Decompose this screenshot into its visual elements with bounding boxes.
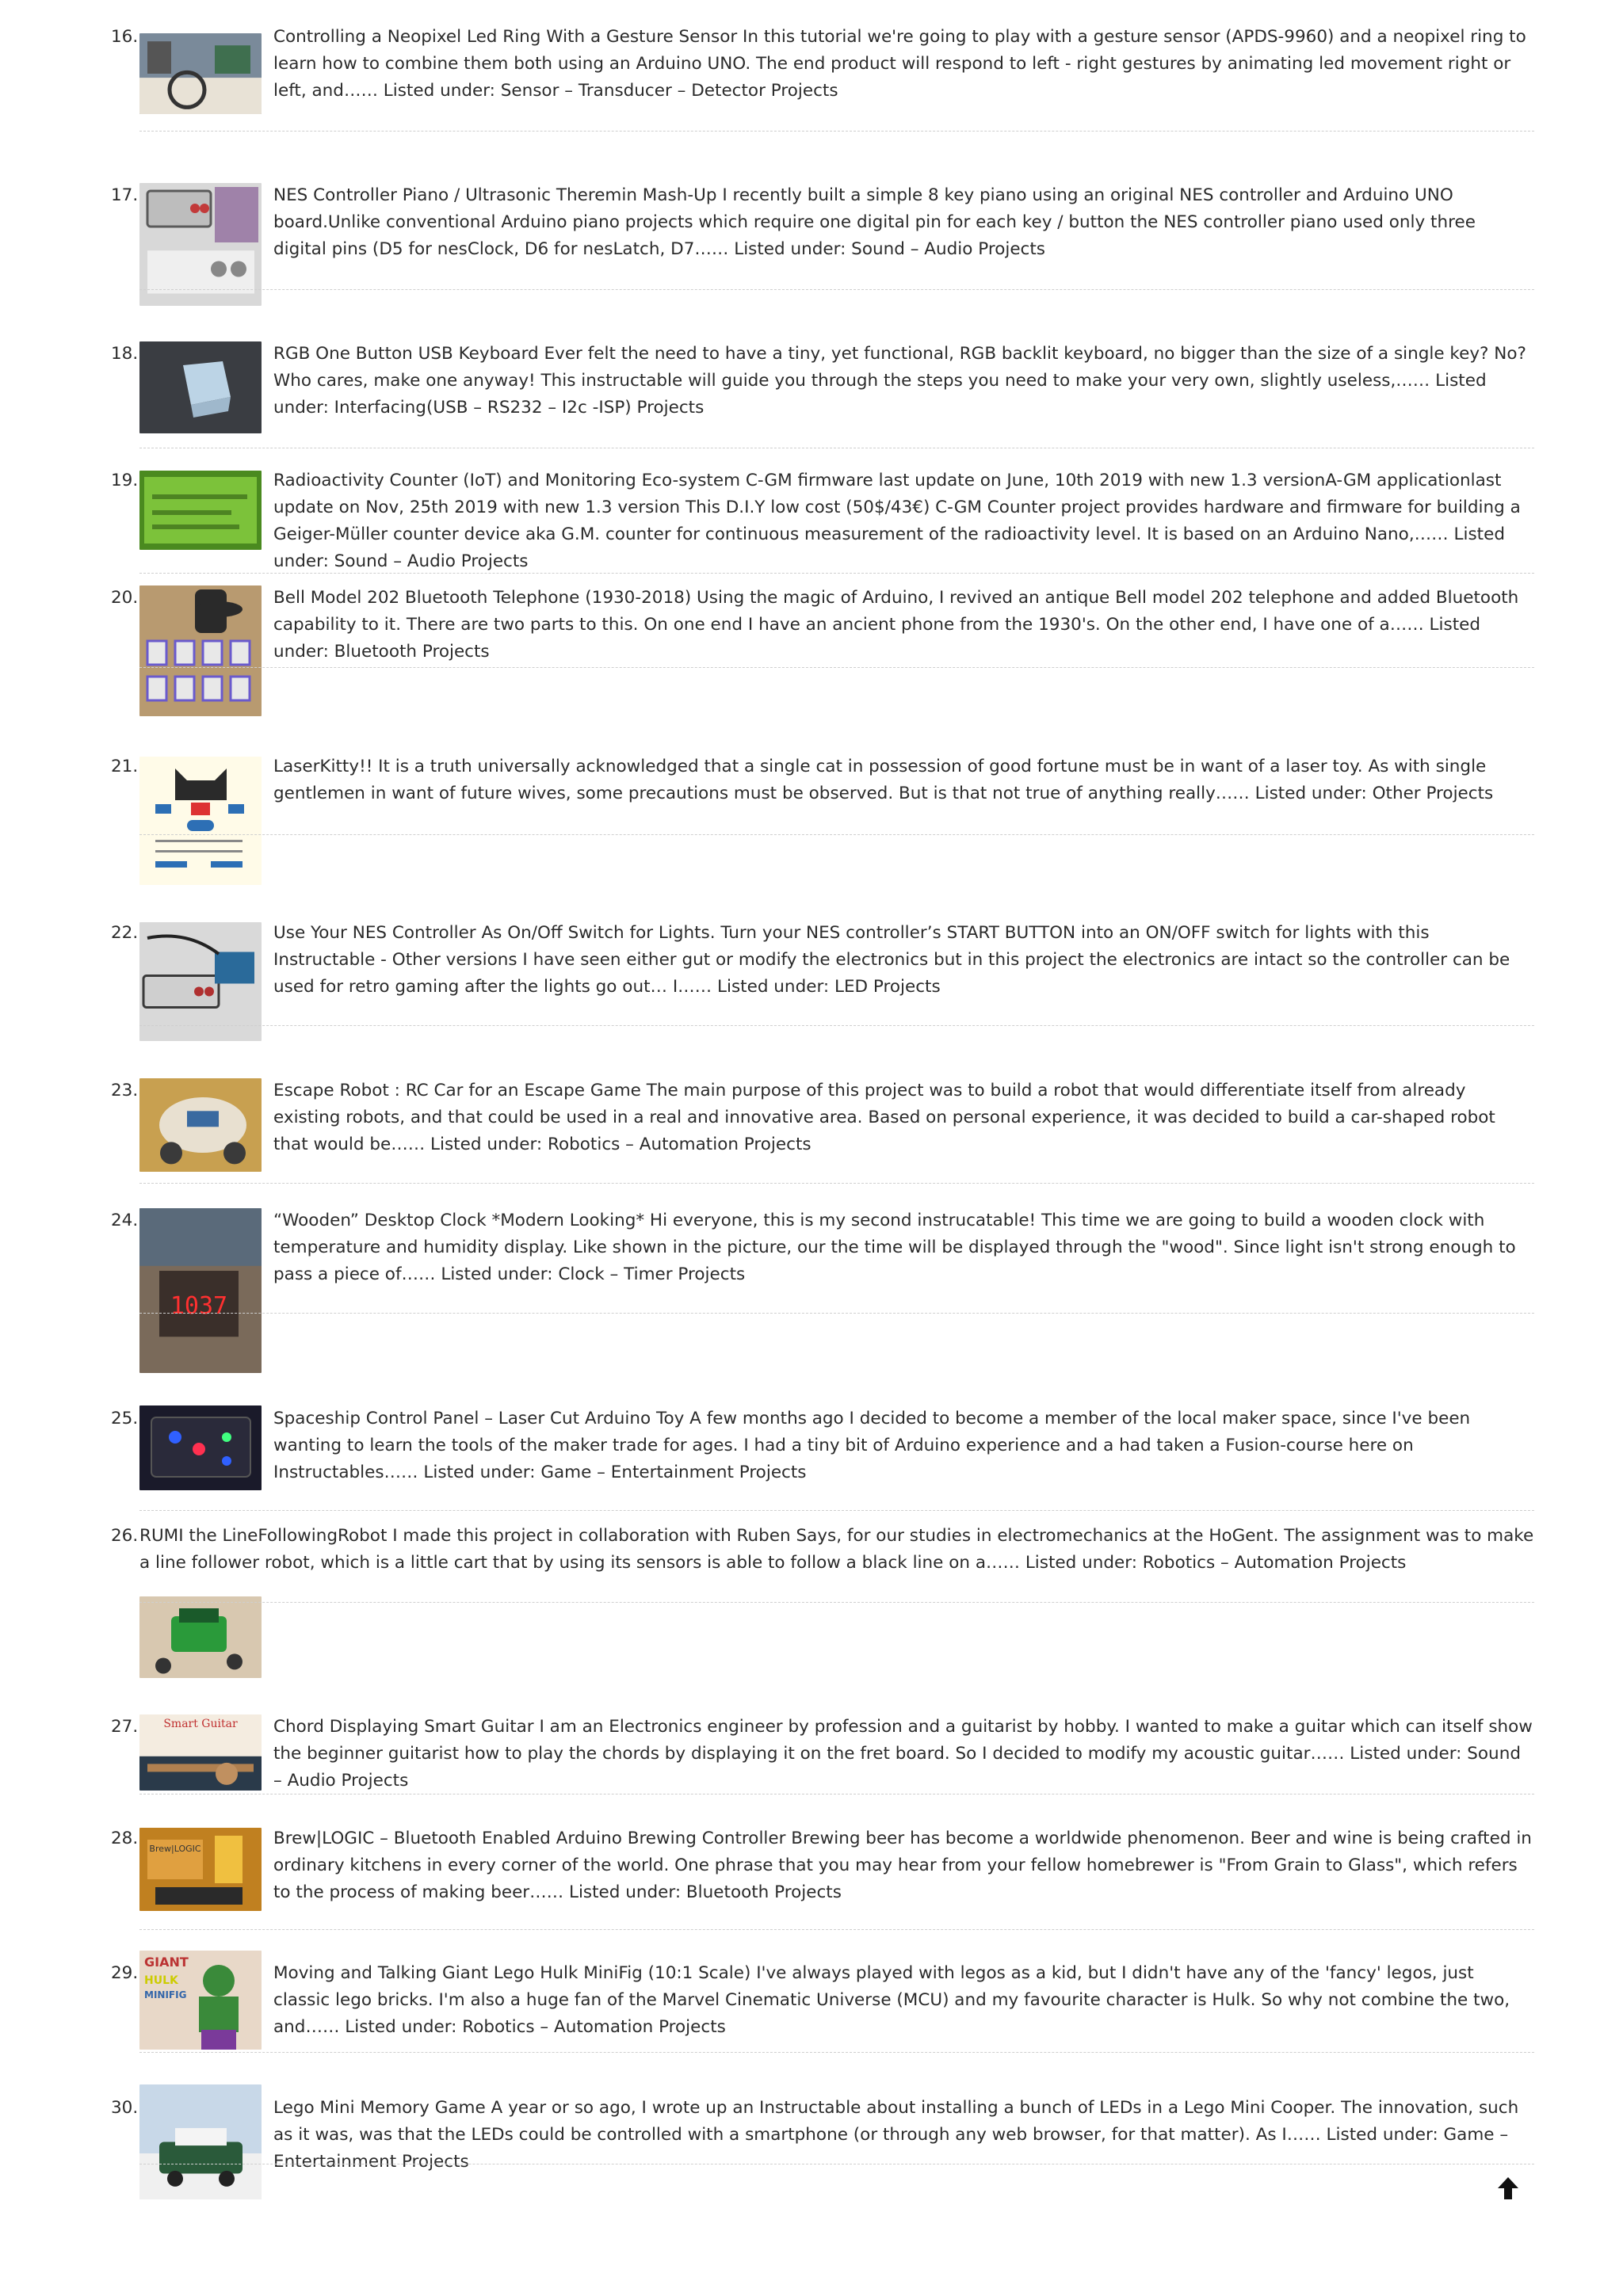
- telephone-icon: [139, 585, 262, 716]
- item-thumbnail[interactable]: [139, 341, 262, 433]
- svg-text:GIANT: GIANT: [144, 1955, 189, 1970]
- item-description[interactable]: Spaceship Control Panel – Laser Cut Arduino Toy A few months ago I decided to become a member of the local maker space, since I've been wanting to learn the tools of the maker trade for ages. I had a tiny bit of Arduino experience and a had taken a Fusion-course here on Instructables…… Listed under: Game – Entertainment Projects: [273, 1409, 1471, 1482]
- item-number: 25.: [111, 1409, 139, 1428]
- item-divider: [139, 1313, 1534, 1314]
- item-thumbnail[interactable]: [139, 1405, 262, 1490]
- item-description[interactable]: Bell Model 202 Bluetooth Telephone (1930-2018) Using the magic of Arduino, I revived an antique Bell model 202 telephone and added Bluetooth capability to it. There are two parts to this. On one end I have an ancient phone from the 1930's. On the other end, I have one of a…… Listed under: Bluetooth Projects: [273, 588, 1519, 662]
- item-description[interactable]: NES Controller Piano / Ultrasonic Theremin Mash-Up I recently built a simple 8 key piano using an original NES controller and Arduino UNO board.Unlike conventional Arduino piano projects which require one digital pin for each key / button the NES controller piano used only three digital pins (D5 for nesClock, D6 for nesLatch, D7…… Listed under: Sound – Audio Projects: [273, 185, 1476, 259]
- item-divider: [139, 131, 1534, 132]
- back-to-top-button[interactable]: [1496, 2176, 1520, 2201]
- svg-text:Brew|LOGIC: Brew|LOGIC: [149, 1844, 201, 1854]
- item-thumbnail[interactable]: [139, 922, 262, 1041]
- lcd-display-icon: [139, 471, 262, 550]
- item-number: 27.: [111, 1717, 139, 1737]
- svg-text:MINIFIG: MINIFIG: [144, 1989, 187, 2000]
- item-divider: [139, 1025, 1534, 1026]
- item-description[interactable]: Lego Mini Memory Game A year or so ago, I wrote up an Instructable about installing a bunch of LEDs in a Lego Mini Cooper. The innovation, such as it was, was that the LEDs could be controlled with a smartphone (or through any web browser, for that matter). As I…… Listed under: Game – Entertainment Projects: [273, 2098, 1519, 2172]
- item-description[interactable]: “Wooden” Desktop Clock *Modern Looking* Hi everyone, this is my second instrucatable! This time we are going to build a wooden clock with temperature and humidity display. Like shown in the picture, our the time will be displayed through the "wood". Since light isn't strong enough to pass a piece of…… Listed under: Clock – Timer Projects: [273, 1211, 1516, 1284]
- item-divider: [139, 834, 1534, 835]
- item-number: 28.: [111, 1829, 139, 1848]
- svg-text:HULK: HULK: [144, 1974, 178, 1987]
- item-thumbnail[interactable]: [139, 1828, 262, 1911]
- item-description[interactable]: Chord Displaying Smart Guitar I am an Electronics engineer by profession and a guitarist by hobby. I wanted to make a guitar which can itself show the beginner guitarist how to play the chords by displaying it on the fret board. So I decided to modify my acoustic guitar…… Listed under: Sound – Audio Projects: [273, 1717, 1533, 1791]
- item-description[interactable]: Use Your NES Controller As On/Off Switch for Lights. Turn your NES controller’s START BUTTON into an ON/OFF switch for lights with this Instructable - Other versions I have seen either gut or modify the electronics but in this project the electronics are intact so the controller can be used for retro gaming after the lights go out… I…… Listed under: LED Projects: [273, 923, 1510, 997]
- item-thumbnail[interactable]: [139, 2084, 262, 2199]
- item-thumbnail[interactable]: [139, 471, 262, 550]
- item-divider: [139, 1929, 1534, 1930]
- svg-text:Smart Guitar: Smart Guitar: [163, 1718, 238, 1730]
- item-description[interactable]: Escape Robot : RC Car for an Escape Game The main purpose of this project was to build a robot that would differentiate itself from already existing robots, and that could be used in a real and innovative area. Based on personal experience, it was decided to build a car-shaped robot that would be…… Listed under: Robotics – Automation Projects: [273, 1081, 1495, 1154]
- item-description[interactable]: RGB One Button USB Keyboard Ever felt the need to have a tiny, yet functional, RGB backlit keyboard, no bigger than the size of a single key? No? Who cares, make one anyway! This instructable will guide you through the steps you need to make your very own, slightly useless,…… Listed under: Interfacing(USB – RS232 – I2c -ISP) Projects: [273, 344, 1526, 418]
- item-number: 17.: [111, 185, 139, 205]
- item-thumbnail[interactable]: [139, 1951, 262, 2050]
- item-thumbnail[interactable]: [139, 757, 262, 885]
- lego-mini-icon: [139, 2084, 262, 2199]
- svg-text:1037: 1037: [170, 1292, 228, 1321]
- item-number: 30.: [111, 2098, 139, 2118]
- gesture-neopixel-icon: [139, 33, 262, 114]
- nes-controller-icon: [139, 922, 262, 1041]
- keycap-icon: [139, 341, 262, 433]
- item-number: 21.: [111, 757, 139, 776]
- wooden-clock-icon: [139, 1208, 262, 1373]
- item-thumbnail[interactable]: [139, 1714, 262, 1791]
- item-number: 20.: [111, 588, 139, 608]
- item-divider: [139, 1510, 1534, 1511]
- item-number: 23.: [111, 1081, 139, 1100]
- item-thumbnail[interactable]: [139, 1208, 262, 1373]
- item-thumbnail[interactable]: [139, 183, 262, 306]
- item-thumbnail[interactable]: [139, 1596, 262, 1678]
- item-divider: [139, 573, 1534, 574]
- item-description[interactable]: Radioactivity Counter (IoT) and Monitoring Eco-system C-GM firmware last update on June, 10th 2019 with new 1.3 versionA-GM applicationlast update on Nov, 25th 2019 with new 1.3 version This D.I.Y low cost (50$/43€) C-GM Counter project provides hardware and firmware for building a Geiger-Müller counter device aka G.M. counter for continuous measurement of the radioactivity level. It is based on an Arduino Nano,…… Listed under: Sound – Audio Projects: [273, 471, 1521, 571]
- item-divider: [139, 1602, 1534, 1603]
- item-description[interactable]: Moving and Talking Giant Lego Hulk MiniFig (10:1 Scale) I've always played with legos as a kid, but I didn't have any of the 'fancy' legos, just classic lego bricks. I'm also a huge fan of the Marvel Cinematic Universe (MCU) and my favourite character is Hulk. So why not combine the two, and…… Listed under: Robotics – Automation Projects: [273, 1963, 1510, 2037]
- item-divider: [139, 289, 1534, 290]
- brew-controller-icon: [139, 1828, 262, 1911]
- item-number: 22.: [111, 923, 139, 943]
- item-description[interactable]: RUMI the LineFollowingRobot I made this project in collaboration with Ruben Says, for our studies in electromechanics at the HoGent. The assignment was to make a line follower robot, which is a little cart that by using its sensors is able to follow a black line on a…… Listed under: Robotics – Automation Projects: [139, 1526, 1534, 1573]
- arrow-up-icon: [1496, 2176, 1520, 2201]
- item-number: 29.: [111, 1963, 139, 1983]
- rc-car-icon: [139, 1078, 262, 1172]
- item-description[interactable]: Controlling a Neopixel Led Ring With a Gesture Sensor In this tutorial we're going to play with a gesture sensor (APDS-9960) and a neopixel ring to learn how to combine them both using an Arduino UNO. The end product will respond to left - right gestures by animating led movement right or left, and…… Listed under: Sensor – Transducer – Detector Projects: [273, 27, 1526, 101]
- item-thumbnail[interactable]: [139, 33, 262, 114]
- item-number: 18.: [111, 344, 139, 364]
- item-divider: [139, 667, 1534, 668]
- item-description[interactable]: Brew|LOGIC – Bluetooth Enabled Arduino Brewing Controller Brewing beer has become a worldwide phenomenon. Beer and wine is being crafted in ordinary kitchens in every corner of the world. One phrase that you may hear from your fellow homebrewer is "From Grain to Glass", which refers to the process of making beer…… Listed under: Bluetooth Projects: [273, 1829, 1532, 1902]
- item-thumbnail[interactable]: [139, 1078, 262, 1172]
- item-divider: [139, 2052, 1534, 2053]
- item-thumbnail[interactable]: [139, 585, 262, 716]
- control-panel-icon: [139, 1405, 262, 1490]
- item-description[interactable]: LaserKitty!! It is a truth universally acknowledged that a single cat in possession of good fortune must be in want of a laser toy. As with single gentlemen in want of future wives, some precautions must be observed. But is that not true of anything really…… Listed under: Other Projects: [273, 757, 1494, 803]
- line-robot-icon: [139, 1596, 262, 1678]
- lego-hulk-icon: [139, 1951, 262, 2050]
- item-number: 19.: [111, 471, 139, 490]
- item-divider: [139, 1183, 1534, 1184]
- item-number: 26.: [111, 1526, 139, 1546]
- item-number: 16.: [111, 27, 139, 47]
- guitar-icon: [139, 1714, 262, 1791]
- cat-app-icon: [139, 757, 262, 885]
- item-number: 24.: [111, 1211, 139, 1230]
- nes-piano-icon: [139, 183, 262, 306]
